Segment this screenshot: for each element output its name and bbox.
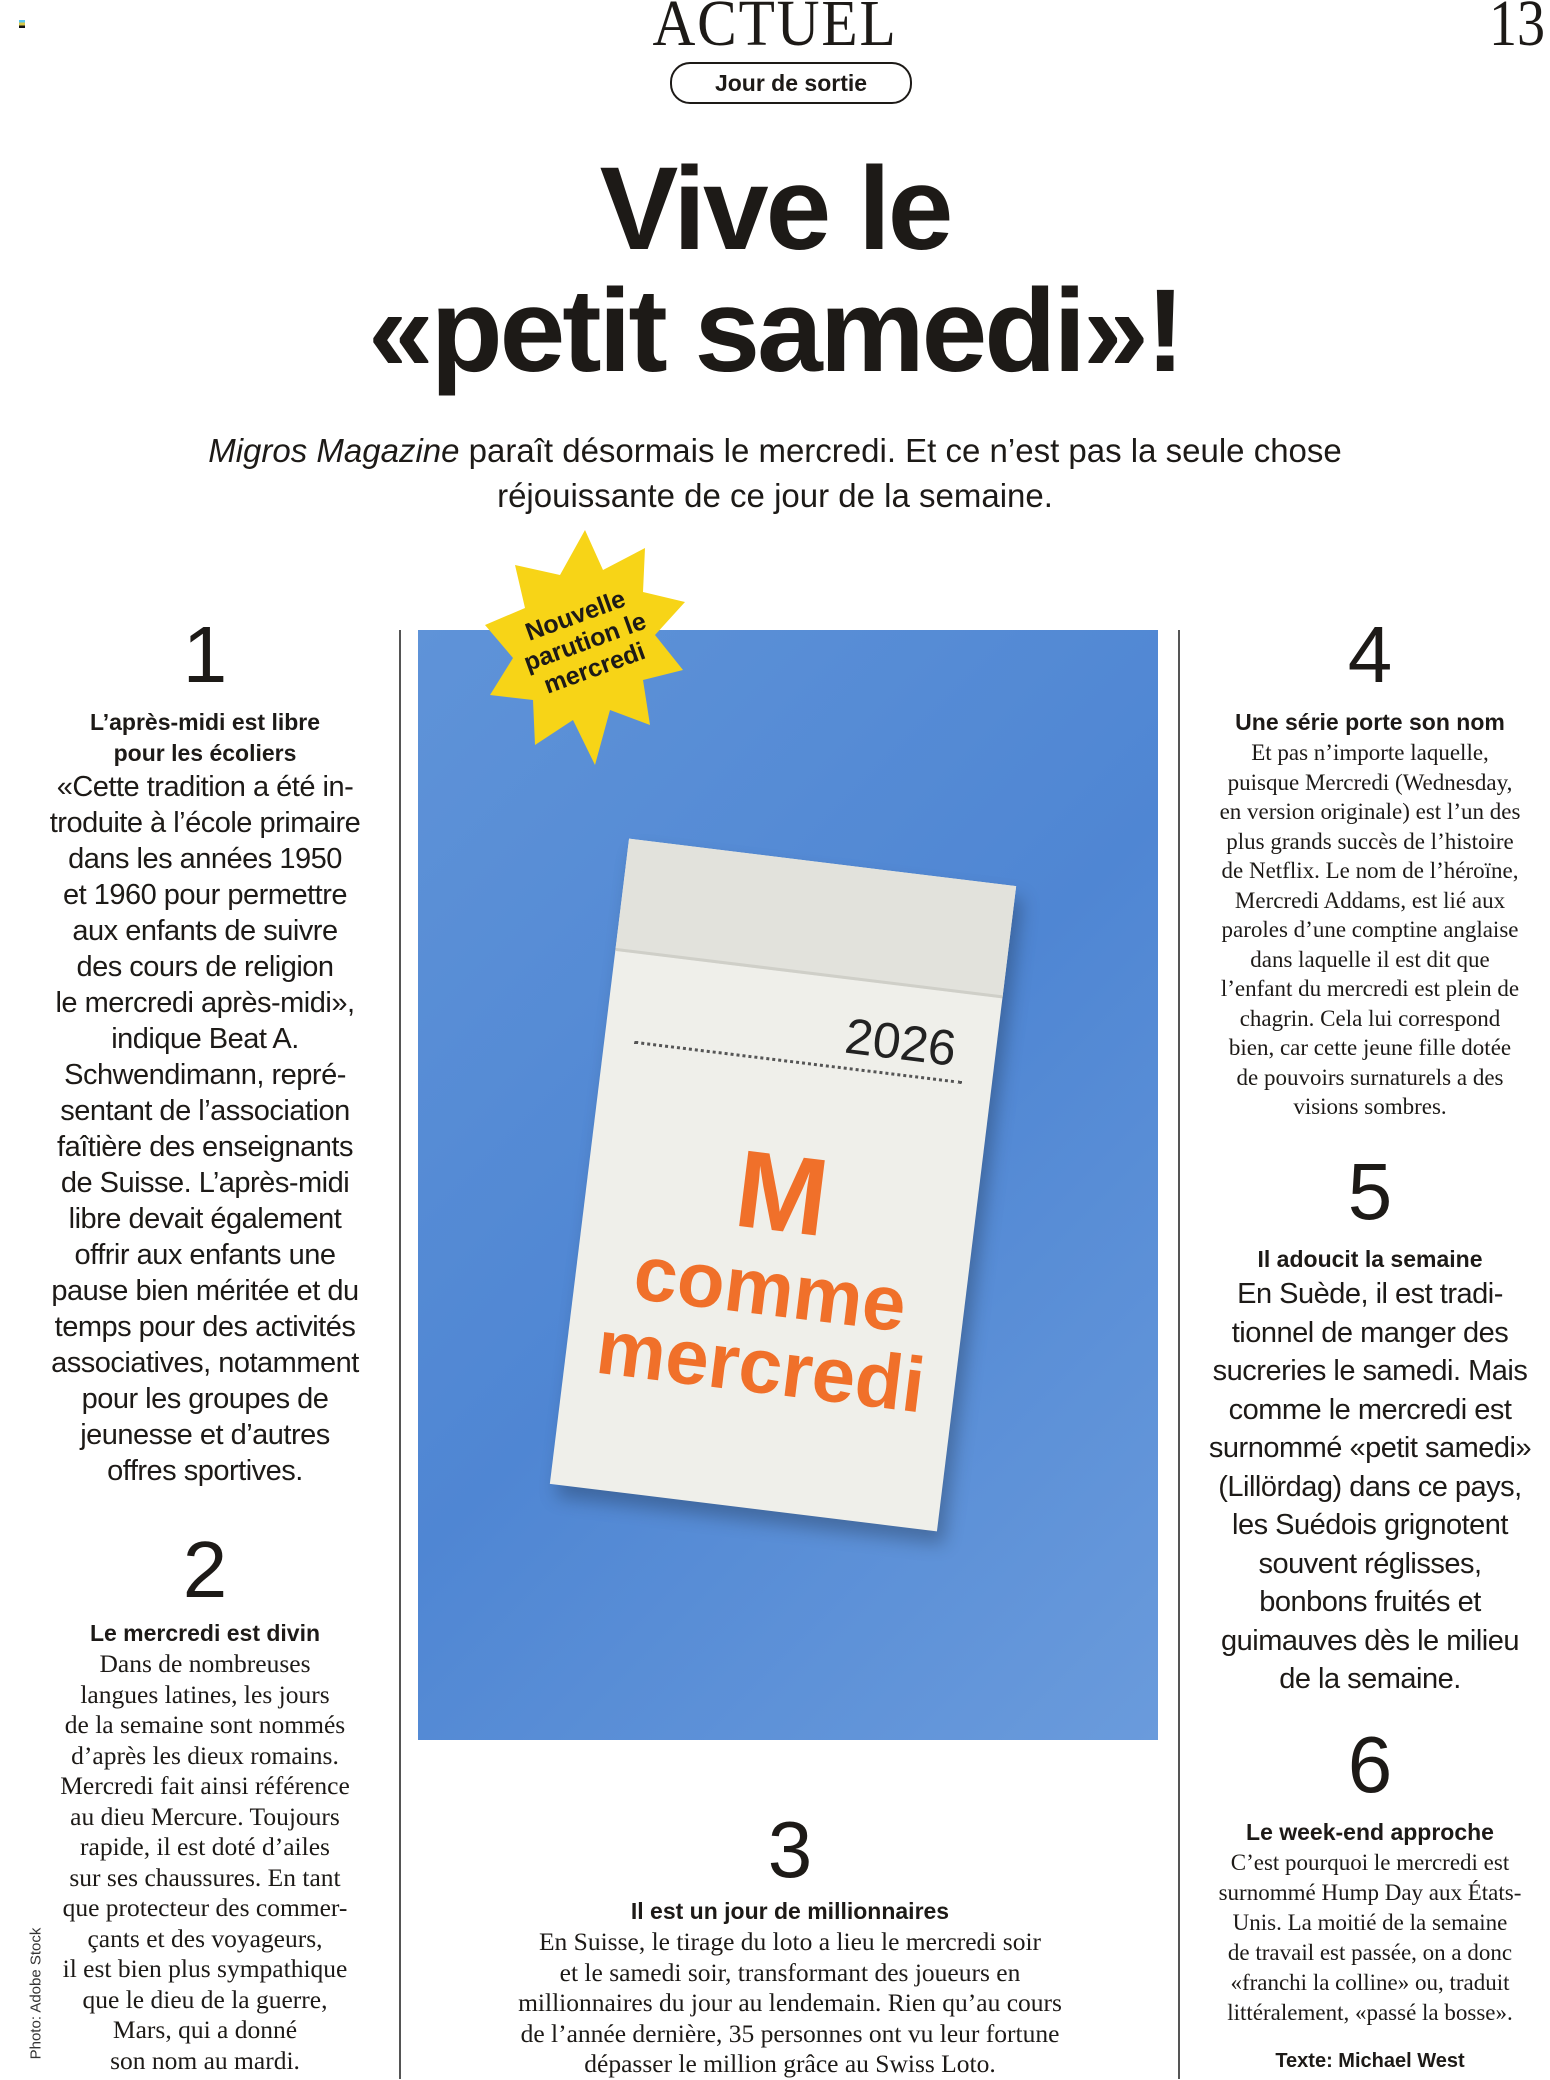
calendar-caption: comme mercredi xyxy=(591,1227,930,1430)
photo-credit: Photo: Adobe Stock xyxy=(27,1927,45,2060)
item-5 xyxy=(1190,1147,1550,1699)
item-3 xyxy=(420,1805,1160,2080)
author-credit: Texte: Michael West xyxy=(1275,2050,1465,2072)
item-heading: L’après-midi est libre pour les écoliers xyxy=(89,709,321,766)
item-heading: Une série porte son nom xyxy=(1235,709,1505,735)
registration-mark xyxy=(19,20,25,28)
magazine-name: Migros Magazine xyxy=(208,432,460,469)
tear-off-calendar xyxy=(550,839,1016,1532)
calendar-letter: M xyxy=(728,1126,835,1261)
item-body: En Suède, il est tradi- tionnel de manger des sucreries le samedi. Mais comme le mercredi est surnommé «petit samedi» (Lillördag) dans ce pays, les Suédois grignotent souvent réglisses, bonbons fruités et guimauves dès le milieu de la semaine. xyxy=(1208,1278,1532,1695)
calendar-photo xyxy=(418,630,1158,1740)
headline: Vive le «petit samedi»! xyxy=(367,143,1183,397)
column-divider xyxy=(1178,630,1180,2079)
lead-text: paraît désormais le mercredi. Et ce n’est pas la seule chose réjouissante de ce jour de la semaine. xyxy=(459,432,1342,514)
column-divider xyxy=(399,630,401,2079)
item-heading: Le week-end approche xyxy=(1246,1819,1494,1845)
item-2 xyxy=(20,1525,390,2076)
item-number: 3 xyxy=(767,1805,813,1894)
item-heading: Il adoucit la semaine xyxy=(1257,1246,1483,1272)
section-tag: Jour de sortie xyxy=(670,62,912,104)
item-number: 4 xyxy=(1347,610,1393,699)
section-title: ACTUEL xyxy=(652,0,898,60)
item-number: 5 xyxy=(1347,1147,1393,1236)
item-body: «Cette tradition a été in- troduite à l’école primaire dans les années 1950 et 1960 pour permettre aux enfants de suivre des cours de religion le mercredi après-midi», indique Beat A. Schwendimann, repré- sentant de l’association faîtière des enseignants de Suisse. L’après-midi libre devait également offrir aux enfants une pause bien méritée et du temps pour des activités associatives, notamment pour les groupes de jeunesse et d’autres offres sportives. xyxy=(49,771,361,1487)
item-number: 2 xyxy=(182,1525,228,1614)
item-1 xyxy=(20,610,390,1489)
item-heading: Le mercredi est divin xyxy=(89,1620,321,1646)
item-number: 6 xyxy=(1347,1720,1393,1809)
badge-text: Nouvelle parution le mercredi xyxy=(520,584,650,700)
item-body: En Suisse, le tirage du loto a lieu le mercredi soir et le samedi soir, transformant des joueurs en millionnaires du jour au lendemain. Rien qu’au cours de l’année dernière, 35 personnes ont vu leur fortune dépasser le million grâce au Swiss Loto. xyxy=(518,1927,1062,2078)
item-6 xyxy=(1190,1720,1550,2028)
page-number: 13 xyxy=(1488,0,1546,60)
item-number: 1 xyxy=(182,610,228,699)
item-body: Et pas n’importe laquelle, puisque Mercredi (Wednesday, en version originale) est l’un des plus grands succès de l’histoire de Netflix. Le nom de l’héroïne, Mercredi Addams, est lié aux paroles d’une comptine anglaise dans laquelle il est dit que l’enfant du mercredi est plein de chagrin. Cela lui correspond bien, car cette jeune fille dotée de pouvoirs surnaturels a des visions sombres. xyxy=(1219,740,1521,1119)
lead-paragraph xyxy=(200,428,1350,518)
item-heading: Il est un jour de millionnaires xyxy=(630,1898,950,1924)
calendar-year: 2026 xyxy=(842,1007,960,1077)
item-body: C’est pourquoi le mercredi est surnommé Hump Day aux États- Unis. La moitié de la semaine de travail est passée, on a donc «franchi la colline» ou, traduit littéralement, «passé la bosse». xyxy=(1218,1850,1522,2025)
item-4 xyxy=(1190,610,1550,1122)
item-body: Dans de nombreuses langues latines, les jours de la semaine sont nommés d’après les dieux romains. Mercredi fait ainsi référence au dieu Mercure. Toujours rapide, il est doté d’ailes sur ses chaussures. En tant que protecteur des commer- çants et des voyageurs, il est bien plus sympathique que le dieu de la guerre, Mars, qui a donné son nom au mardi. xyxy=(60,1649,350,2075)
